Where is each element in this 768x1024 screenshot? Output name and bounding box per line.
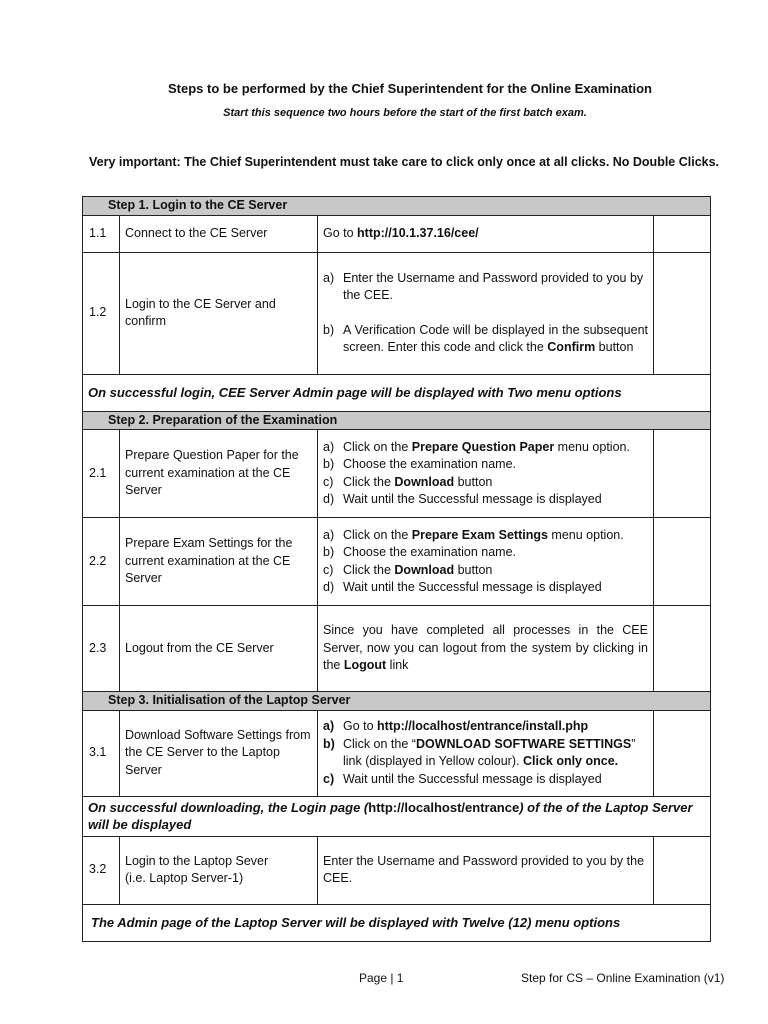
step-1-header: Step 1. Login to the CE Server — [83, 197, 711, 216]
list-item: b) Choose the examination name. — [323, 457, 517, 471]
list-item: a) Click on the Prepare Question Paper menu option. — [323, 439, 630, 454]
document-subtitle: Start this sequence two hours before the start of the first batch exam. — [223, 107, 587, 119]
step-2-header: Step 2. Preparation of the Examination — [83, 411, 711, 430]
note-admin-page: The Admin page of the Laptop Server will be displayed with Twelve (12) menu options — [83, 904, 711, 941]
table-row-3-1 — [83, 710, 711, 796]
row-check-cell — [654, 836, 711, 904]
list-item: a) Click on the Prepare Exam Settings menu option. — [323, 527, 624, 542]
list-item: a) Go to http://localhost/entrance/install.php — [323, 719, 589, 733]
row-action: Go to http://10.1.37.16/cee/ — [318, 215, 654, 252]
row-number: 2.3 — [83, 606, 120, 692]
list-item: b) Click on the “DOWNLOAD SOFTWARE SETTINGS” link (displayed in Yellow colour). Click only once. — [323, 736, 636, 768]
install-url: http://localhost/entrance/install.php — [377, 719, 589, 733]
step-3-header: Step 3. Initialisation of the Laptop Server — [83, 692, 711, 711]
row-check-cell — [654, 215, 711, 252]
row-action — [318, 518, 654, 606]
page-number: Page | 1 — [359, 971, 404, 985]
steps-table — [82, 196, 711, 942]
row-number: 3.1 — [83, 710, 120, 796]
row-number: 1.2 — [83, 252, 120, 374]
row-action — [318, 710, 654, 796]
table-row-2-1 — [83, 430, 711, 518]
row-number: 3.2 — [83, 836, 120, 904]
row-action — [318, 252, 654, 374]
note-login-success: On successful login, CEE Server Admin page will be displayed with Two menu options — [83, 374, 711, 411]
row-action — [318, 430, 654, 518]
login-url: http://localhost/entrance — [368, 799, 520, 815]
table-row-1-2 — [83, 252, 711, 374]
list-item: b) Choose the examination name. — [323, 545, 517, 559]
row-task: Logout from the CE Server — [120, 606, 318, 692]
table-row-3-2 — [83, 836, 711, 904]
row-check-cell — [654, 430, 711, 518]
row-check-cell — [654, 252, 711, 374]
row-check-cell — [654, 606, 711, 692]
table-row-2-2 — [83, 518, 711, 606]
row-check-cell — [654, 518, 711, 606]
list-item: a) Enter the Username and Password provided to you by the CEE. — [323, 270, 644, 302]
list-item: d) Wait until the Successful message is displayed — [323, 580, 602, 594]
row-task: Download Software Settings from the CE Server to the Laptop Server — [120, 710, 318, 796]
list-item: d) Wait until the Successful message is displayed — [323, 492, 602, 506]
row-number: 1.1 — [83, 215, 120, 252]
table-row-1-1 — [83, 215, 711, 252]
important-note: Very important: The Chief Superintendent must take care to click only once at all clicks. No Double Clicks. — [89, 155, 720, 169]
document-title: Steps to be performed by the Chief Superintendent for the Online Examination — [168, 81, 652, 96]
row-check-cell — [654, 710, 711, 796]
row-task: Login to the Laptop Sever (i.e. Laptop Server-1) — [120, 836, 318, 904]
row-task: Prepare Question Paper for the current examination at the CE Server — [120, 430, 318, 518]
list-item: c) Click the Download button — [323, 474, 493, 489]
row-task: Prepare Exam Settings for the current examination at the CE Server — [120, 518, 318, 606]
row-number: 2.1 — [83, 430, 120, 518]
document-label: Step for CS – Online Examination (v1) — [521, 971, 725, 985]
row-number: 2.2 — [83, 518, 120, 606]
list-item: c) Click the Download button — [323, 562, 493, 577]
table-row-2-3 — [83, 606, 711, 692]
cee-url: http://10.1.37.16/cee/ — [357, 225, 479, 240]
row-task: Connect to the CE Server — [120, 215, 318, 252]
list-item: b) A Verification Code will be displayed in the subsequent screen. Enter this code and click the Confirm button — [323, 322, 648, 354]
row-action: Since you have completed all processes in the CEE Server, now you can logout from the system by clicking in the Logout link — [318, 606, 654, 692]
note-download-success: On successful downloading, the Login page (http://localhost/entrance) of the of the Laptop Server will be displayed — [83, 796, 711, 836]
row-action: Enter the Username and Password provided to you by the CEE. — [318, 836, 654, 904]
row-task: Login to the CE Server and confirm — [120, 252, 318, 374]
list-item: c) Wait until the Successful message is displayed — [323, 771, 602, 786]
